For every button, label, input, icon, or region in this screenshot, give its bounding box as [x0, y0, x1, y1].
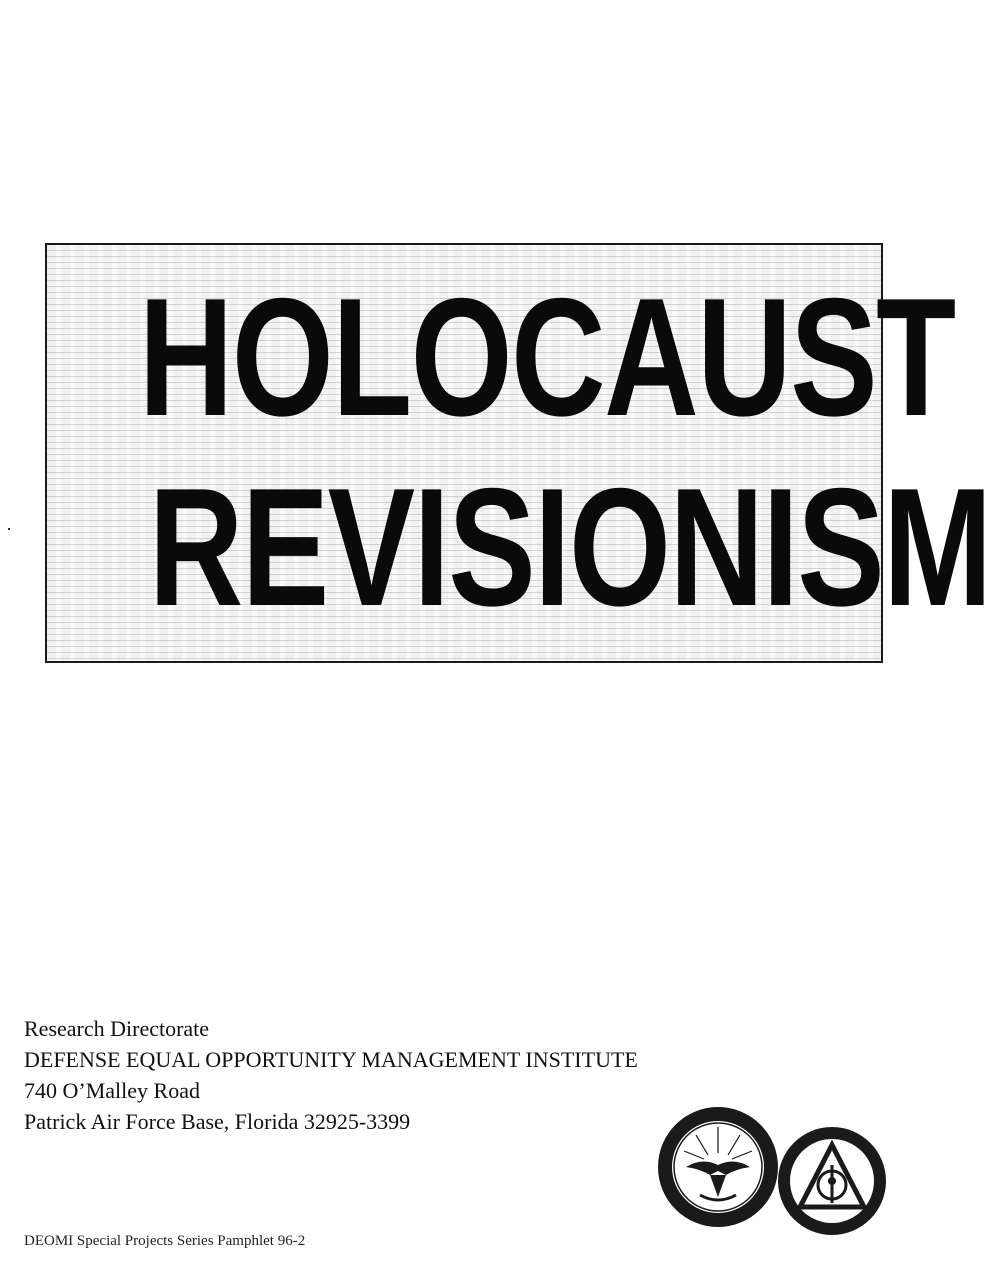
scan-speck [8, 528, 10, 530]
deomi-seal-icon [776, 1125, 888, 1237]
address-city: Patrick Air Force Base, Florida 32925-3399 [24, 1109, 411, 1134]
address-street: 740 O’Malley Road [24, 1078, 200, 1103]
address-institute: DEFENSE EQUAL OPPORTUNITY MANAGEMENT INSTITUTE [24, 1047, 638, 1072]
dod-seal-icon [656, 1105, 780, 1229]
address-directorate: Research Directorate [24, 1016, 210, 1041]
title-line-revisionism: REVISIONISM [148, 453, 991, 641]
title-line-holocaust: HOLOCAUST [138, 263, 955, 451]
series-note: DEOMI Special Projects Series Pamphlet 96-2 [24, 1233, 306, 1249]
publisher-address [24, 1013, 638, 1137]
title-banner [45, 243, 991, 663]
